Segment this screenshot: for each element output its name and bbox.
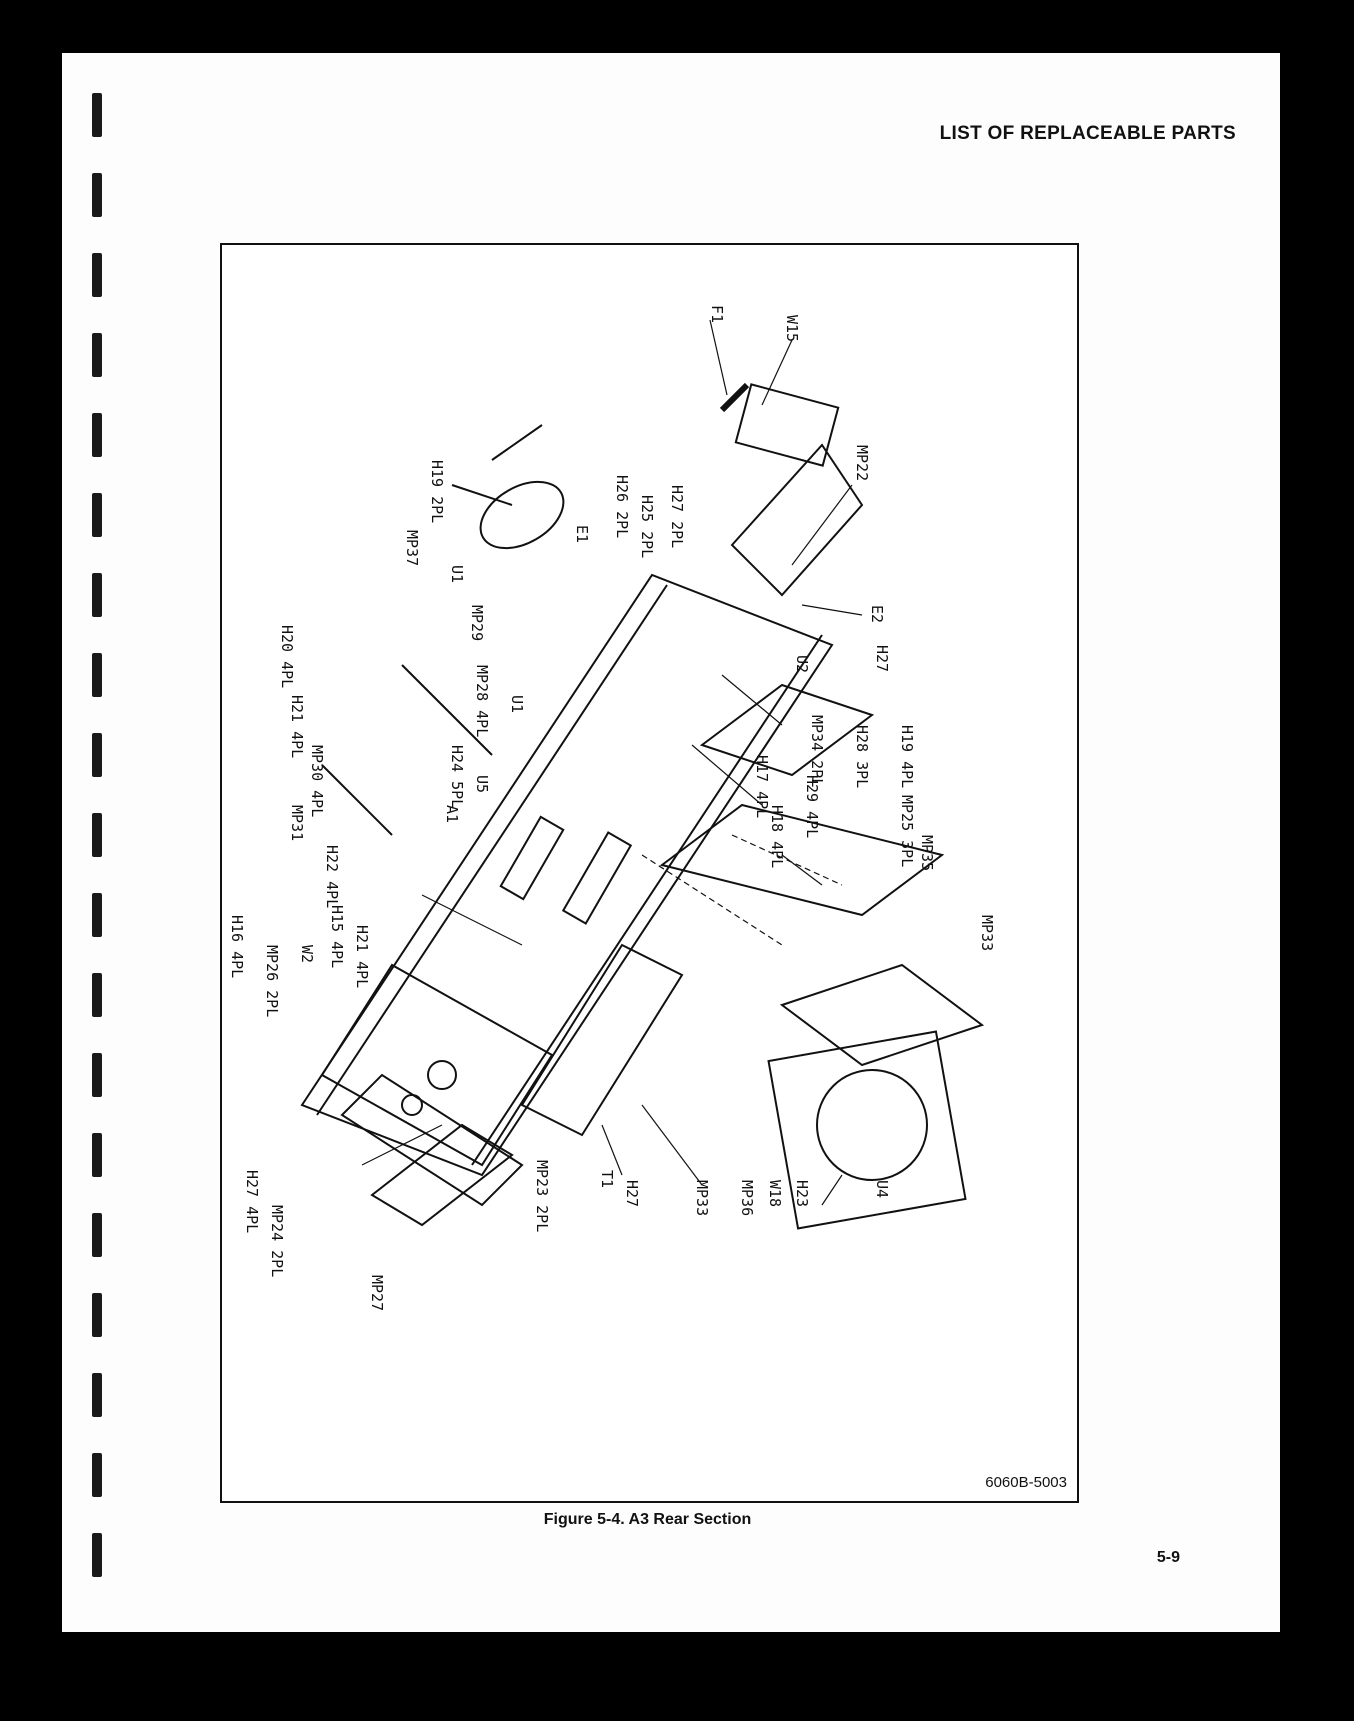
part-callout: MP27 <box>368 1275 386 1312</box>
part-callout: H19 2PL <box>428 460 446 524</box>
part-callout: MP37 <box>403 530 421 567</box>
binder-hole <box>92 1213 102 1257</box>
page-header: LIST OF REPLACEABLE PARTS <box>939 123 1236 144</box>
binder-hole <box>92 1053 102 1097</box>
binder-hole <box>92 1453 102 1497</box>
binder-hole <box>92 653 102 697</box>
part-callout: T1 <box>598 1170 616 1189</box>
part-callout: H27 4PL <box>243 1170 261 1234</box>
binder-hole <box>92 333 102 377</box>
binder-hole <box>92 1133 102 1177</box>
part-callout: U2 <box>793 655 811 674</box>
binder-hole <box>92 493 102 537</box>
part-callout: MP26 2PL <box>263 945 281 1018</box>
part-callout: W2 <box>298 945 316 964</box>
binder-hole <box>92 573 102 617</box>
part-callout: H25 2PL <box>638 495 656 559</box>
part-callout: H27 <box>623 1180 641 1208</box>
part-callout: H17 4PL <box>753 755 771 819</box>
part-callout: MP30 4PL <box>308 745 326 818</box>
binder-hole <box>92 813 102 857</box>
part-callout: A1 <box>443 805 461 824</box>
figure-caption: Figure 5-4. A3 Rear Section <box>543 1511 752 1528</box>
exploded-view-figure <box>220 243 1079 1503</box>
rear-panel <box>322 965 552 1165</box>
part-callout: H19 4PL <box>898 725 916 789</box>
chassis-outline <box>302 575 832 1175</box>
binder-hole <box>92 413 102 457</box>
part-callout: H26 2PL <box>613 475 631 539</box>
part-callout: W15 <box>783 315 801 343</box>
binder-hole <box>92 1373 102 1417</box>
part-callout: MP24 2PL <box>268 1205 286 1278</box>
binder-hole <box>92 1533 102 1577</box>
part-callout: MP36 <box>738 1180 756 1217</box>
page-number: 5-9 <box>1156 1549 1180 1566</box>
part-callout: H18 4PL <box>768 805 786 869</box>
binder-hole <box>92 1293 102 1337</box>
part-callout: H21 4PL <box>288 695 306 759</box>
callout-labels <box>228 305 996 1311</box>
binder-hole <box>92 93 102 137</box>
part-callout: MP23 2PL <box>533 1160 551 1233</box>
part-callout: MP33 <box>693 1180 711 1217</box>
part-callout: U1 <box>508 695 526 714</box>
part-callout: MP34 2PL <box>808 715 826 788</box>
part-callout: E2 <box>868 605 886 624</box>
part-callout: H16 4PL <box>228 915 246 979</box>
part-callout: MP22 <box>853 445 871 482</box>
bottom-plate <box>342 1075 522 1205</box>
part-callout: H24 5PL <box>448 745 466 809</box>
binder-hole <box>92 973 102 1017</box>
part-callout: H28 3PL <box>853 725 871 789</box>
part-callout: H15 4PL <box>328 905 346 969</box>
part-callout: MP35 <box>918 835 936 872</box>
transformer <box>522 945 682 1135</box>
power-module <box>732 445 862 595</box>
part-callout: U5 <box>473 775 491 794</box>
part-callout: MP29 <box>468 605 486 642</box>
binder-hole <box>92 893 102 937</box>
part-callout: H29 4PL <box>803 775 821 839</box>
part-callout: E1 <box>573 525 591 544</box>
binder-hole <box>92 253 102 297</box>
part-callout: H27 <box>873 645 891 673</box>
drawing-number: 6060B-5003 <box>985 1474 1067 1491</box>
part-callout: MP25 3PL <box>898 795 916 868</box>
part-callout: H20 4PL <box>278 625 296 689</box>
fan-top <box>782 965 982 1065</box>
part-callout: U4 <box>873 1180 891 1199</box>
part-callout: MP28 4PL <box>473 665 491 738</box>
part-callout: H23 <box>793 1180 811 1208</box>
part-callout: H22 4PL <box>323 845 341 909</box>
fan-opening <box>817 1070 927 1180</box>
part-callout: H21 4PL <box>353 925 371 989</box>
part-callout: MP31 <box>288 805 306 842</box>
part-callout: MP33 <box>978 915 996 952</box>
part-callout: U1 <box>448 565 466 584</box>
binder-hole <box>92 733 102 777</box>
binder-hole <box>92 173 102 217</box>
part-callout: W18 <box>766 1180 784 1208</box>
heatsink <box>469 468 575 561</box>
exploded-drawing <box>222 245 1077 1501</box>
part-callout: F1 <box>708 305 726 324</box>
document-page <box>62 53 1280 1632</box>
part-callout: H27 2PL <box>668 485 686 549</box>
